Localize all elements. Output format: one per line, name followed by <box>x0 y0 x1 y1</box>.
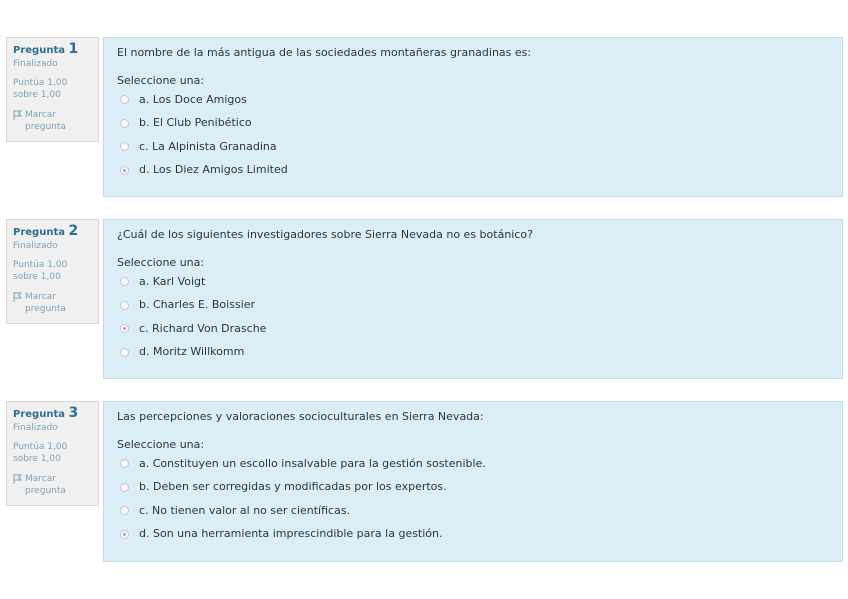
flag-icon <box>13 474 22 484</box>
answer-option[interactable] <box>117 452 829 476</box>
flag-question-link[interactable] <box>13 473 98 497</box>
question-content <box>103 401 843 562</box>
radio-button-selected[interactable] <box>120 166 129 175</box>
answer-label: d. Los Diez Amigos Limited <box>139 163 288 177</box>
answer-option[interactable] <box>117 112 829 136</box>
answer-option[interactable] <box>117 341 829 365</box>
question-text: Las percepciones y valoraciones socioculturales en Sierra Nevada: <box>117 410 484 423</box>
answer-label: c. Richard Von Drasche <box>139 321 267 335</box>
flag-question-link[interactable] <box>13 109 98 133</box>
radio-button-selected[interactable] <box>120 530 129 539</box>
question-grade <box>13 441 98 465</box>
answer-label: b. Charles E. Boissier <box>139 298 256 312</box>
answer-label: d. Son una herramienta imprescindible para la gestión. <box>139 527 443 541</box>
radio-button[interactable] <box>120 142 129 151</box>
flag-label: pregunta <box>25 122 66 132</box>
question-number: 3 <box>68 405 79 421</box>
question-content <box>103 219 843 379</box>
answer-list <box>117 452 829 546</box>
question-number: 1 <box>68 41 79 57</box>
question-text: El nombre de la más antigua de las sociedades montañeras granadinas es: <box>117 46 532 59</box>
answer-label: d. Moritz Willkomm <box>139 345 245 359</box>
radio-button[interactable] <box>120 348 129 357</box>
question-state: Finalizado <box>13 59 58 69</box>
answer-option[interactable] <box>117 270 829 294</box>
flag-label: Marcar <box>25 292 56 302</box>
answer-label: a. Karl Voigt <box>139 274 206 288</box>
radio-button-selected[interactable] <box>120 324 129 333</box>
radio-button[interactable] <box>120 119 129 128</box>
radio-button[interactable] <box>120 506 129 515</box>
answer-label: c. No tienen valor al no ser científicas. <box>139 503 351 517</box>
question-info <box>6 37 99 142</box>
answer-option[interactable] <box>117 159 829 183</box>
question-label: Pregunta <box>13 227 65 238</box>
grade-line: Puntúa 1,00 <box>13 78 68 88</box>
answer-list <box>117 88 829 182</box>
answer-option[interactable] <box>117 523 829 547</box>
grade-line: Puntúa 1,00 <box>13 442 68 452</box>
answer-label: a. Constituyen un escollo insalvable para la gestión sostenible. <box>139 456 486 470</box>
question-state: Finalizado <box>13 423 58 433</box>
radio-button[interactable] <box>120 459 129 468</box>
flag-question-link[interactable] <box>13 291 98 315</box>
flag-label: Marcar <box>25 474 56 484</box>
grade-line: sobre 1,00 <box>13 454 61 464</box>
question-title <box>13 224 98 240</box>
answer-option[interactable] <box>117 294 829 318</box>
answer-label: c. La Alpinista Granadina <box>139 139 277 153</box>
grade-line: sobre 1,00 <box>13 90 61 100</box>
radio-button[interactable] <box>120 277 129 286</box>
question-content <box>103 37 843 197</box>
grade-line: sobre 1,00 <box>13 272 61 282</box>
answer-option[interactable] <box>117 499 829 523</box>
grade-line: Puntúa 1,00 <box>13 260 68 270</box>
question-number: 2 <box>68 223 79 239</box>
answer-option[interactable] <box>117 476 829 500</box>
question-text: ¿Cuál de los siguientes investigadores sobre Sierra Nevada no es botánico? <box>117 228 533 241</box>
radio-button[interactable] <box>120 95 129 104</box>
flag-icon <box>13 292 22 302</box>
question-label: Pregunta <box>13 409 65 420</box>
question-grade <box>13 77 98 101</box>
question-label: Pregunta <box>13 45 65 56</box>
question-grade <box>13 259 98 283</box>
answer-label: a. Los Doce Amigos <box>139 92 247 106</box>
question-title <box>13 42 98 58</box>
answer-prompt: Seleccione una: <box>117 74 205 87</box>
flag-label: pregunta <box>25 486 66 496</box>
question-state: Finalizado <box>13 241 58 251</box>
question-info <box>6 219 99 324</box>
question-info <box>6 401 99 506</box>
radio-button[interactable] <box>120 301 129 310</box>
answer-prompt: Seleccione una: <box>117 256 205 269</box>
flag-icon <box>13 110 22 120</box>
answer-label: b. El Club Penibético <box>139 116 252 130</box>
radio-button[interactable] <box>120 483 129 492</box>
answer-prompt: Seleccione una: <box>117 438 205 451</box>
answer-option[interactable] <box>117 135 829 159</box>
question-title <box>13 406 98 422</box>
answer-label: b. Deben ser corregidas y modificadas por los expertos. <box>139 480 447 494</box>
answer-list <box>117 270 829 364</box>
flag-label: Marcar <box>25 110 56 120</box>
flag-label: pregunta <box>25 304 66 314</box>
answer-option[interactable] <box>117 88 829 112</box>
answer-option[interactable] <box>117 317 829 341</box>
